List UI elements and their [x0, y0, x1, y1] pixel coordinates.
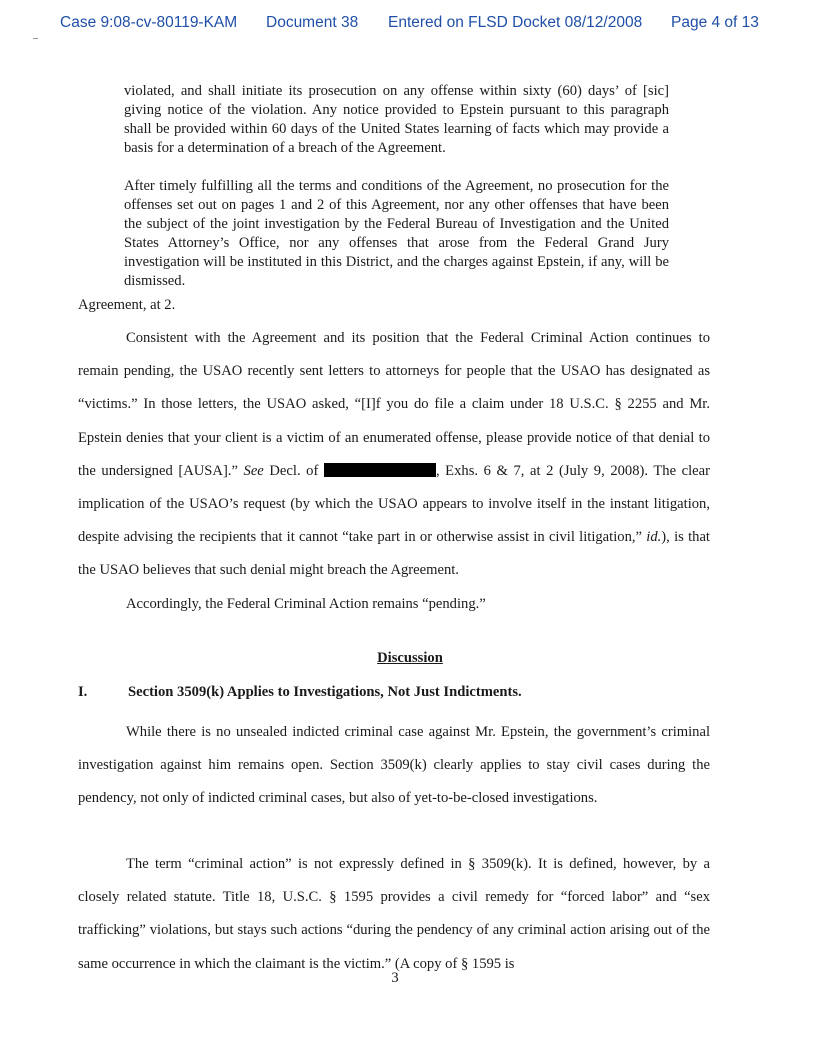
- margin-tick: [33, 38, 38, 39]
- section-number: I.: [78, 684, 88, 700]
- para1-text-d: ), is that the USAO believes that such denial might breach the Agreement.: [78, 529, 710, 579]
- para1-text-c: , Exhs. 6 & 7, at 2 (July 9, 2008). The clear implication of the USAO’s request (by which the USAO appears to involve itself in the instant litigation, despite advising the recipients that it cannot “take part in or otherwise assist in civil litigation,”: [78, 462, 710, 546]
- section-title: Section 3509(k) Applies to Investigations, Not Just Indictments.: [128, 684, 522, 700]
- body-paragraph-consistent: [78, 322, 710, 621]
- citation: Agreement, at 2.: [78, 297, 176, 313]
- case-number: Case 9:08-cv-80119-KAM: [60, 14, 238, 31]
- para1-see: See: [243, 462, 264, 479]
- block-quote-paragraph-1: violated, and shall initiate its prosecution on any offense within sixty (60) days’ of [sic] giving notice of the violation. Any notice provided to Epstein pursuant to this paragraph shall be provided within 60 days of the United States learning of facts which may provide a basis for a determination of a breach of the Agreement.: [124, 83, 669, 156]
- para1-text-a: Consistent with the Agreement and its position that the Federal Criminal Action continues to remain pending, the USAO recently sent letters to attorneys for people that the USAO has designated as “victims.” In those letters, the USAO asked, “[I]f you do file a claim under 18 U.S.C. § 2255 and Mr. Epstein denies that your client is a victim of an enumerated offense, please provide notice of that denial to the undersigned [AUSA].”: [78, 330, 710, 479]
- page-number: 3: [391, 970, 399, 986]
- entered-on-docket: Entered on FLSD Docket 08/12/2008: [388, 14, 643, 31]
- body-paragraph-investigation: While there is no unsealed indicted criminal case against Mr. Epstein, the government’s criminal investigation against him remains open. Section 3509(k) clearly applies to stay civil cases during the pendency, not only of indicted criminal cases, but also of yet-to-be-closed investigations.: [78, 724, 710, 807]
- discussion-heading: Discussion: [377, 650, 443, 666]
- redaction-bar: [324, 463, 436, 477]
- para-accordingly: Accordingly, the Federal Criminal Action remains “pending.”: [126, 595, 486, 612]
- para1-text-b: Decl. of: [263, 462, 324, 479]
- block-quote-text-2: After timely fulfilling all the terms and conditions of the Agreement, no prosecution for the offenses set out on pages 1 and 2 of this Agreement, nor any other offenses that have been the subject of the joint investigation by the Federal Bureau of Investigation and the United States Attorney’s Office, nor any offenses that arose from the Federal Grand Jury investigation will be instituted in this District, and the charges against Epstein, if any, will be dismissed.: [124, 178, 669, 289]
- page-of-total: Page 4 of 13: [671, 14, 759, 31]
- para1-id: id.: [646, 529, 662, 546]
- block-quote-paragraph-2: [124, 177, 669, 291]
- document-number: Document 38: [266, 14, 359, 31]
- body-paragraph-criminal-action: The term “criminal action” is not expressly defined in § 3509(k). It is defined, however, by a closely related statute. Title 18, U.S.C. § 1595 provides a civil remedy for “forced labor” and “sex trafficking” violations, but stays such actions “during the pendency of any criminal action arising out of the same occurrence in which the claimant is the victim.” (A copy of § 1595 is: [78, 856, 710, 972]
